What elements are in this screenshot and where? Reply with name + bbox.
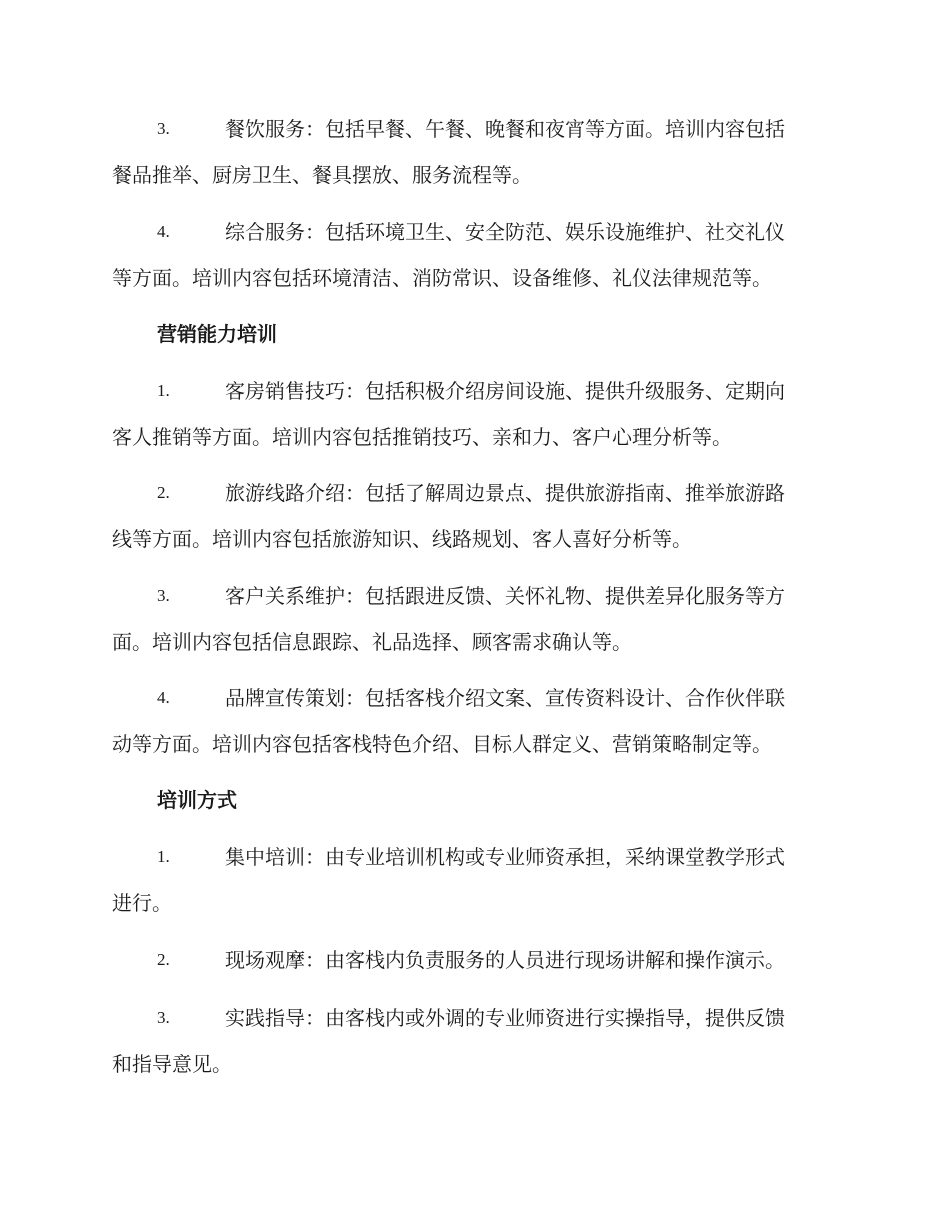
list-number: 3. [157, 1008, 170, 1027]
list-item-text-continued: 进行。 [112, 891, 172, 915]
list-item [112, 106, 838, 198]
list-number: 2. [157, 483, 170, 502]
list-number: 4. [157, 222, 170, 241]
list-item [112, 368, 838, 460]
list-item-text-continued: 和指导意见。 [112, 1052, 232, 1076]
list-item [112, 937, 838, 983]
list-number: 2. [157, 950, 170, 969]
list-item [112, 209, 838, 301]
list-item-text: 集中培训：由专业培训机构或专业师资承担，采纳课堂教学形式 [225, 845, 785, 869]
list-number: 3. [157, 119, 170, 138]
list-item [112, 573, 838, 665]
list-number: 1. [157, 847, 170, 866]
list-item [112, 995, 838, 1087]
list-number: 3. [157, 586, 170, 605]
list-item [112, 470, 838, 562]
list-item-text: 餐饮服务：包括早餐、午餐、晚餐和夜宵等方面。培训内容包括 [225, 117, 785, 141]
list-item-text-continued: 动等方面。培训内容包括客栈特色介绍、目标人群定义、营销策略制定等。 [112, 732, 772, 756]
list-item-text: 现场观摩：由客栈内负责服务的人员进行现场讲解和操作演示。 [225, 948, 785, 972]
section-heading: 培训方式 [157, 788, 237, 812]
section-heading: 营销能力培训 [157, 322, 277, 346]
list-item-text: 客户关系维护：包括跟进反馈、关怀礼物、提供差异化服务等方 [225, 584, 785, 608]
list-item [112, 834, 838, 926]
list-item-text-continued: 线等方面。培训内容包括旅游知识、线路规划、客人喜好分析等。 [112, 527, 692, 551]
list-item [112, 675, 838, 767]
list-item-text: 客房销售技巧：包括积极介绍房间设施、提供升级服务、定期向 [225, 379, 785, 403]
list-item-text: 综合服务：包括环境卫生、安全防范、娱乐设施维护、社交礼仪 [225, 220, 785, 244]
list-number: 1. [157, 381, 170, 400]
list-item-text-continued: 客人推销等方面。培训内容包括推销技巧、亲和力、客户心理分析等。 [112, 425, 732, 449]
list-number: 4. [157, 688, 170, 707]
list-item-text: 旅游线路介绍：包括了解周边景点、提供旅游指南、推举旅游路 [225, 481, 785, 505]
list-item-text-continued: 面。培训内容包括信息跟踪、礼品选择、顾客需求确认等。 [112, 630, 632, 654]
list-item-text: 品牌宣传策划：包括客栈介绍文案、宣传资料设计、合作伙伴联 [225, 686, 785, 710]
list-item-text-continued: 等方面。培训内容包括环境清洁、消防常识、设备维修、礼仪法律规范等。 [112, 266, 772, 290]
list-item-text-continued: 餐品推举、厨房卫生、餐具摆放、服务流程等。 [112, 163, 532, 187]
list-item-text: 实践指导：由客栈内或外调的专业师资进行实操指导，提供反馈 [225, 1006, 785, 1030]
